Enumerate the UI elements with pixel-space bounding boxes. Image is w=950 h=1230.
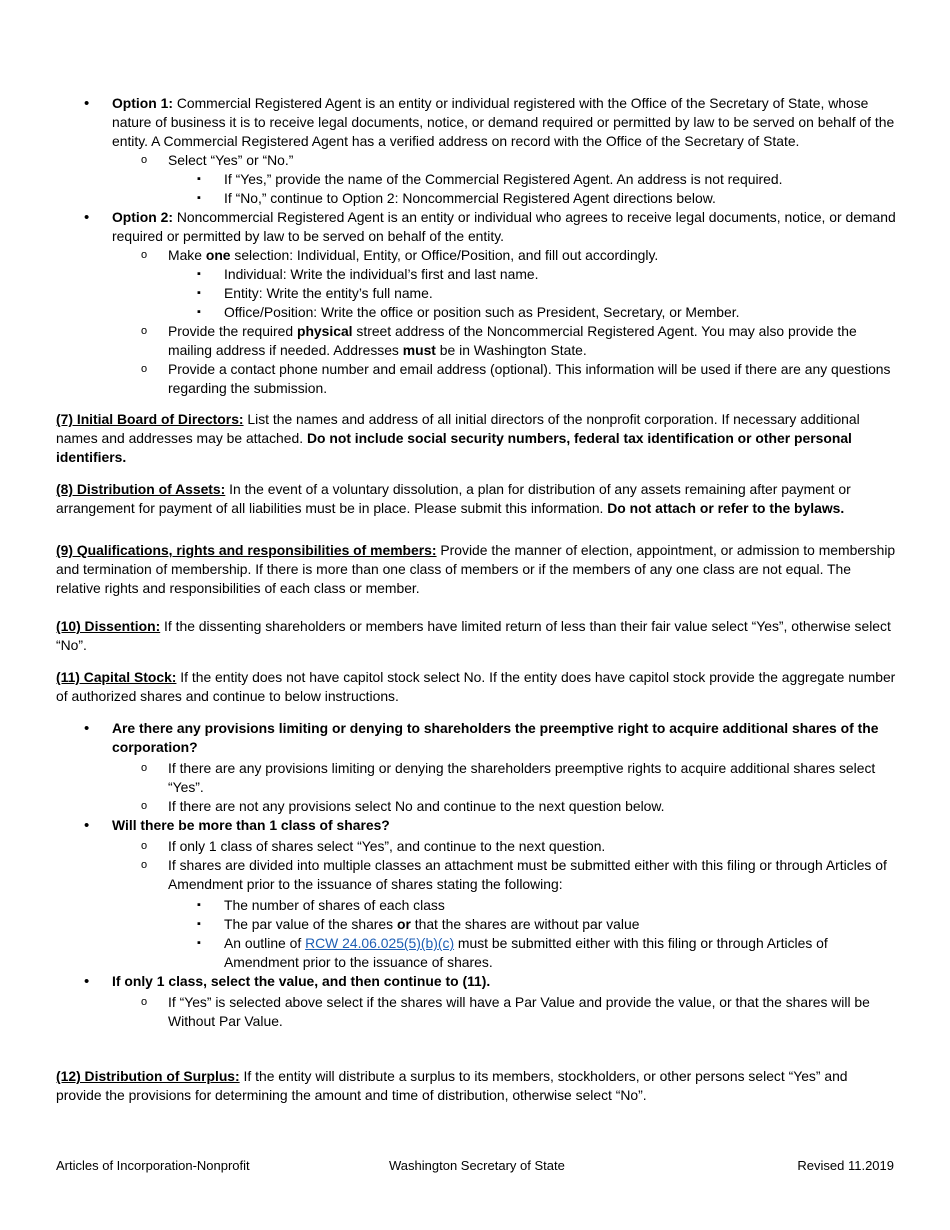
section-10-heading: (10) Dissention:	[56, 618, 161, 634]
section-7-text: List the names and address of all initial directors of the nonprofit corporation. If necessary additional names and addresses may be attached.	[56, 411, 860, 446]
section-11-text: If the entity does not have capitol stock select No. If the entity does have capitol stock provide the aggregate number of authorized shares and continue to below instructions.	[56, 669, 896, 704]
preemptive-yes-item: o If there are any provisions limiting or denying the shareholders preemptive rights to acquire additional shares select “Yes”.	[56, 759, 896, 797]
section-8-heading: (8) Distribution of Assets:	[56, 481, 226, 497]
classes-question	[56, 816, 896, 972]
option-2-selection-item	[56, 246, 896, 322]
option-1-label: Option 1:	[112, 95, 173, 111]
section-9	[56, 541, 896, 598]
rcw-text-a: An outline of	[224, 935, 306, 951]
footer-agency: Washington Secretary of State	[389, 1158, 565, 1173]
par-value-bold-or: or	[396, 916, 411, 932]
option-2-item	[56, 208, 896, 398]
section-11-heading: (11) Capital Stock:	[56, 669, 177, 685]
par-value-text-a: The par value of the shares	[224, 916, 397, 932]
section-11	[56, 668, 896, 706]
preemptive-no-item: o If there are not any provisions select No and continue to the next question below.	[56, 797, 896, 816]
addr-bold-must: must	[402, 342, 436, 358]
make-bold: one	[205, 247, 231, 263]
capital-stock-questions	[56, 719, 896, 1031]
section-10	[56, 617, 896, 655]
addr-bold-physical: physical	[296, 323, 353, 339]
footer-revision: Revised 11.2019	[797, 1158, 894, 1173]
option-1-yes-item: ▪ If “Yes,” provide the name of the Commercial Registered Agent. An address is not required.	[56, 170, 896, 189]
option-1-select-text: Select “Yes” or “No.”	[168, 152, 294, 168]
par-value-item	[56, 915, 896, 934]
office-position-item: ▪ Office/Position: Write the office or position such as President, Secretary, or Member.	[56, 303, 896, 322]
document-body	[56, 94, 896, 1105]
one-class-value-question	[56, 972, 896, 1031]
section-9-heading: (9) Qualifications, rights and responsibilities of members:	[56, 542, 437, 558]
footer-document-title: Articles of Incorporation-Nonprofit	[56, 1158, 250, 1173]
section-8-text: In the event of a voluntary dissolution, a plan for distribution of any assets remaining after payment or arrangement for payment of all liabilities must be in place. Please submit this information.	[56, 481, 851, 516]
par-value-choice-item: o If “Yes” is selected above select if the shares will have a Par Value and provide the value, or that the shares will be Without Par Value.	[56, 993, 896, 1031]
shares-each-class-item: ▪ The number of shares of each class	[56, 896, 896, 915]
section-10-text: If the dissenting shareholders or members have limited return of less than their fair value select “Yes”, otherwise select “No”.	[56, 618, 891, 653]
rcw-outline-item	[56, 934, 896, 972]
addr-text-e: be in Washington State.	[435, 342, 587, 358]
section-9-text: Provide the manner of election, appointment, or admission to membership and termination of membership. If there is more than one class of members or if the members of any one class are not equal. The relative rights and responsibilities of each class or member.	[56, 542, 896, 596]
option-1-text: Commercial Registered Agent is an entity or individual registered with the Office of the Secretary of State, whose nature of business it is to receive legal documents, notice, or demand required or permitted by law to be served on behalf of the entity. A Commercial Registered Agent has a verified address on record with the Office of the Secretary of State.	[112, 95, 895, 149]
section-7-bold: Do not include social security numbers, federal tax identification or other personal identifiers.	[56, 430, 852, 465]
section-7	[56, 410, 896, 467]
section-12	[56, 1067, 896, 1105]
section-7-heading: (7) Initial Board of Directors:	[56, 411, 244, 427]
section-8	[56, 480, 896, 518]
option-2-contact-item: o Provide a contact phone number and email address (optional). This information will be used if there are any questions regarding the submission.	[56, 360, 896, 398]
multiple-classes-text: If shares are divided into multiple classes an attachment must be submitted either with this filing or through Articles of Amendment prior to the issuance of shares stating the following:	[168, 857, 887, 892]
option-2-label: Option 2:	[112, 209, 173, 225]
make-text: Make	[168, 247, 206, 263]
entity-item: ▪ Entity: Write the entity’s full name.	[56, 284, 896, 303]
individual-item: ▪ Individual: Write the individual’s first and last name.	[56, 265, 896, 284]
registered-agent-options	[56, 94, 896, 398]
preemptive-question	[56, 719, 896, 816]
par-value-text-c: that the shares are without par value	[410, 916, 640, 932]
rcw-text-c: must be submitted either with this filing or through Articles of Amendment prior to the issuance of shares.	[224, 935, 828, 970]
option-1-item	[56, 94, 896, 208]
section-12-heading: (12) Distribution of Surplus:	[56, 1068, 240, 1084]
addr-text-c: street address of the Noncommercial Registered Agent. You may also provide the mailing address if needed. Addresses	[168, 323, 857, 358]
classes-question-text: Will there be more than 1 class of shares?	[112, 817, 390, 833]
option-2-text: Noncommercial Registered Agent is an entity or individual who agrees to receive legal documents, notice, or demand required or permitted by law to be served on behalf of the entity.	[112, 209, 896, 244]
section-8-bold: Do not attach or refer to the bylaws.	[607, 500, 845, 516]
rcw-link[interactable]: RCW 24.06.025(5)(b)(c)	[305, 935, 455, 951]
addr-text-a: Provide the required	[168, 323, 297, 339]
one-class-value-text: If only 1 class, select the value, and then continue to (11).	[112, 973, 491, 989]
preemptive-question-text: Are there any provisions limiting or denying to shareholders the preemptive right to acquire additional shares of the corporation?	[112, 720, 879, 755]
page-footer	[56, 1156, 894, 1175]
option-1-no-item: ▪ If “No,” continue to Option 2: Noncommercial Registered Agent directions below.	[56, 189, 896, 208]
option-1-select-item	[56, 151, 896, 208]
section-12-text: If the entity will distribute a surplus to its members, stockholders, or other persons select “Yes” and provide the provisions for determining the amount and time of distribution, otherwise select “No”.	[56, 1068, 848, 1103]
multiple-classes-item	[56, 856, 896, 972]
make-rest: selection: Individual, Entity, or Office/Position, and fill out accordingly.	[230, 247, 659, 263]
option-2-address-item	[56, 322, 896, 360]
one-class-item: o If only 1 class of shares select “Yes”, and continue to the next question.	[56, 837, 896, 856]
